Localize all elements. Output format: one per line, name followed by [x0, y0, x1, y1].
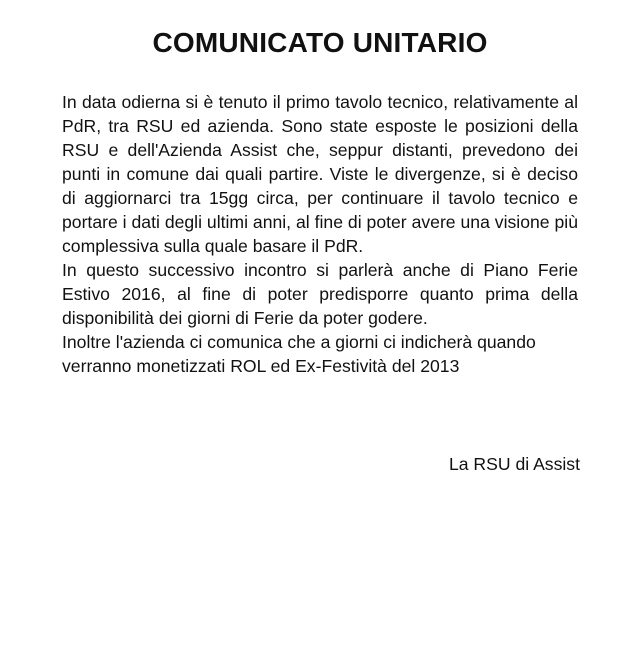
document-body [62, 90, 578, 378]
document-title: COMUNICATO UNITARIO [152, 27, 488, 58]
signature: La RSU di Assist [448, 454, 580, 474]
paragraph-rol-festivita: Inoltre l'azienda ci comunica che a giorni ci indicherà quando verranno monetizzati ROL ed Ex-Festività del 2013 [62, 332, 536, 376]
paragraph-summer-holidays: In questo successivo incontro si parlerà anche di Piano Ferie Estivo 2016, al fine di poter predisporre quanto prima della disponibilità dei giorni di Ferie da poter godere. [62, 260, 578, 328]
paragraph-meeting-summary: In data odierna si è tenuto il primo tavolo tecnico, relativamente al PdR, tra RSU ed azienda. Sono state esposte le posizioni della RSU e dell'Azienda Assist che, seppur distanti, prevedono dei punti in comune dai quali partire. Viste le divergenze, si è deciso di aggiornarci tra 15gg circa, per continuare il tavolo tecnico e portare i dati degli ultimi anni, al fine di poter avere una visione più complessiva sulla quale basare il PdR. [62, 92, 578, 256]
